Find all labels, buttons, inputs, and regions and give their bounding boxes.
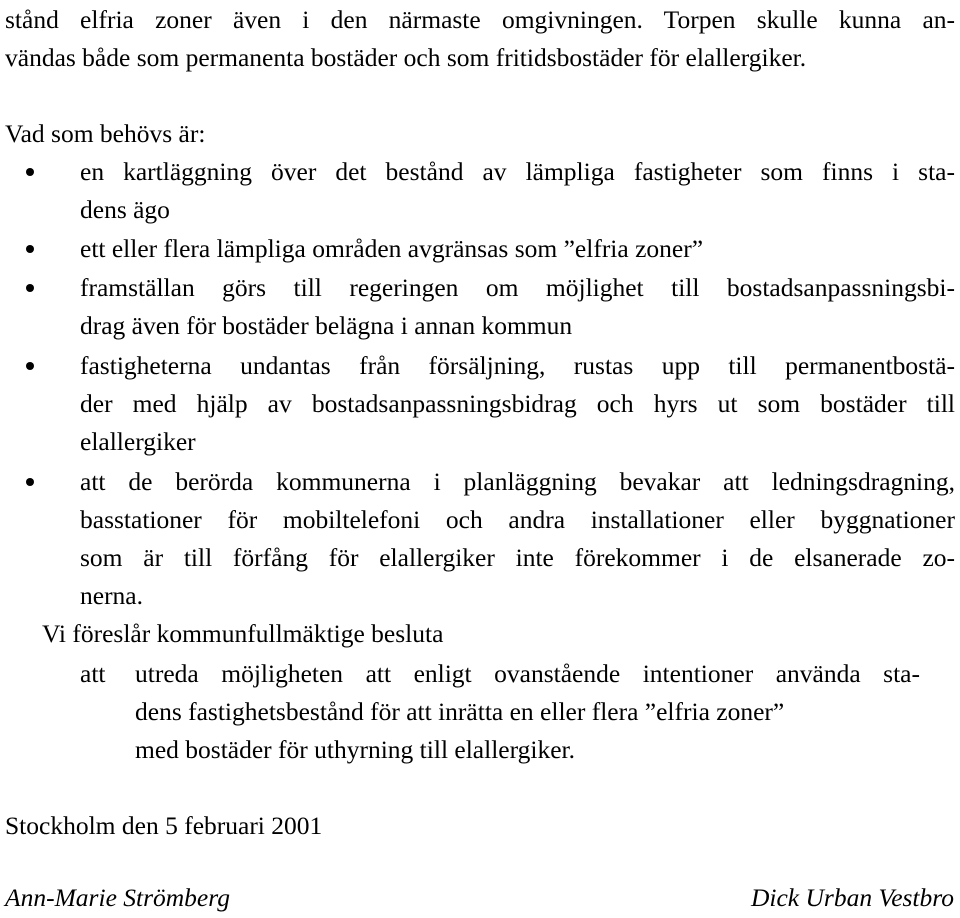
date-line: Stockholm den 5 februari 2001: [5, 811, 323, 840]
proposal-heading: Vi föreslår kommunfullmäktige besluta: [42, 619, 444, 648]
bullet-icon: [26, 245, 34, 253]
bullet-line: elallergiker: [80, 427, 196, 456]
intro-line: vändas både som permanenta bostäder och som fritidsbostäder för elallergiker.: [5, 43, 807, 72]
att-line: dens fastighetsbestånd för att inrätta en eller flera ”elfria zoner”: [135, 697, 785, 726]
bullet-icon: [26, 284, 34, 292]
bullet-icon: [26, 362, 34, 370]
bullet-line: ett eller flera lämpliga områden avgränsas som ”elfria zoner”: [80, 234, 704, 263]
bullet-icon: [26, 168, 34, 176]
bullet-line: basstationer för mobiltelefoni och andra installationer eller byggnationer: [80, 505, 955, 534]
needs-heading: Vad som behövs är:: [5, 119, 206, 148]
bullet-line: en kartläggning över det bestånd av lämpliga fastigheter som finns i sta-: [80, 157, 955, 186]
bullet-line: nerna.: [80, 581, 144, 610]
bullet-icon: [26, 478, 34, 486]
bullet-line: fastigheterna undantas från försäljning, rustas upp till permanentbostä-: [80, 351, 955, 380]
bullet-line: der med hjälp av bostadsanpassningsbidrag och hyrs ut som bostäder till: [80, 389, 955, 418]
bullet-line: att de berörda kommunerna i planläggning bevakar att ledningsdragning,: [80, 467, 955, 496]
signature-left: Ann-Marie Strömberg: [5, 883, 230, 912]
bullet-line: drag även för bostäder belägna i annan kommun: [80, 311, 573, 340]
att-line: utreda möjligheten att enligt ovanstående intentioner använda sta-: [135, 659, 920, 688]
bullet-line: dens ägo: [80, 195, 170, 224]
att-line: med bostäder för uthyrning till elallergiker.: [135, 735, 575, 764]
signature-right: Dick Urban Vestbro: [750, 883, 954, 912]
bullet-line: som är till förfång för elallergiker inte förekommer i de elsanerade zo-: [80, 543, 955, 572]
bullet-line: framställan görs till regeringen om möjlighet till bostadsanpassningsbi-: [80, 273, 955, 302]
intro-line: stånd elfria zoner även i den närmaste omgivningen. Torpen skulle kunna an-: [5, 5, 955, 34]
att-label: att: [80, 659, 106, 688]
